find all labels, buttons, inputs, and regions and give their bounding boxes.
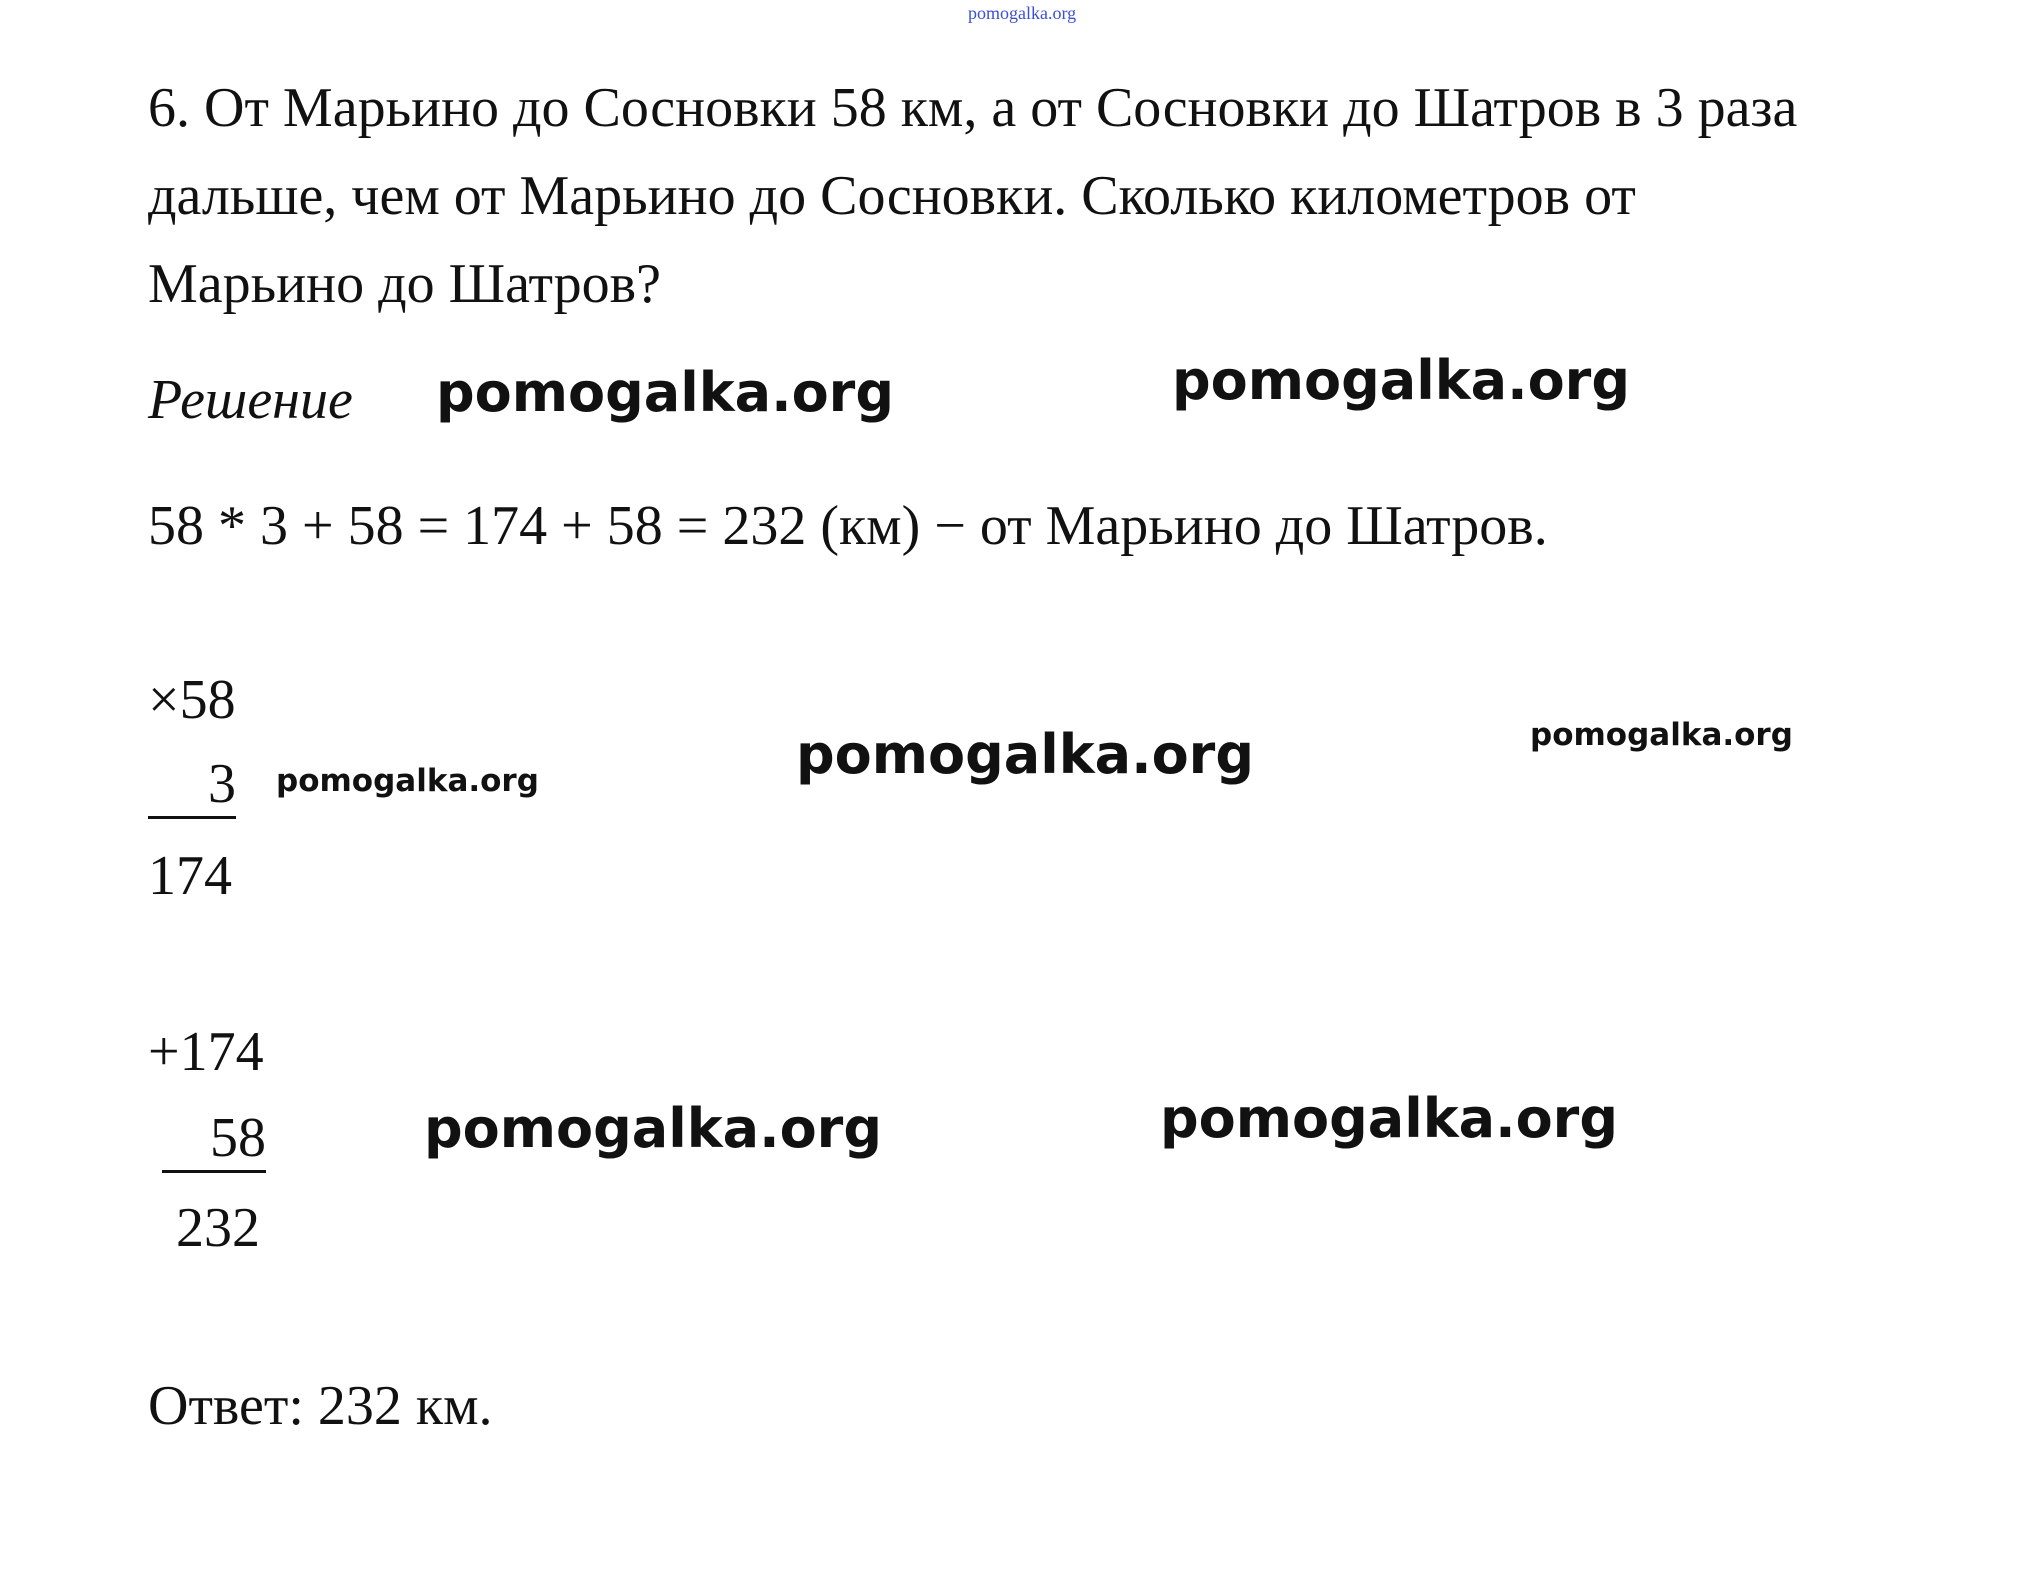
watermark-2: pomogalka.org bbox=[1172, 349, 1630, 412]
add-operand-1: +174 bbox=[148, 1021, 264, 1083]
watermark-1: pomogalka.org bbox=[436, 361, 894, 424]
watermark-3: pomogalka.org bbox=[276, 763, 539, 799]
problem-line-1: 6. От Марьино до Сосновки 58 км, а от Сосновки до Шатров в 3 раза bbox=[148, 77, 1798, 139]
solution-label: Решение bbox=[148, 369, 353, 431]
add-operand-2: 58 bbox=[162, 1110, 266, 1173]
mult-operand-2: 3 bbox=[148, 756, 236, 819]
watermark-5: pomogalka.org bbox=[1530, 717, 1793, 753]
top-watermark: pomogalka.org bbox=[968, 3, 1077, 23]
watermark-7: pomogalka.org bbox=[1160, 1087, 1618, 1150]
mult-result: 174 bbox=[148, 845, 232, 907]
answer: Ответ: 232 км. bbox=[148, 1375, 493, 1437]
solution-equation: 58 * 3 + 58 = 174 + 58 = 232 (км) − от Марьино до Шатров. bbox=[148, 495, 1548, 557]
mult-operand-1: ×58 bbox=[148, 669, 236, 731]
problem-line-3: Марьино до Шатров? bbox=[148, 253, 661, 315]
watermark-6: pomogalka.org bbox=[424, 1097, 882, 1160]
watermark-4: pomogalka.org bbox=[796, 723, 1254, 786]
problem-line-2: дальше, чем от Марьино до Сосновки. Сколько километров от bbox=[148, 165, 1636, 227]
add-result: 232 bbox=[176, 1197, 260, 1259]
